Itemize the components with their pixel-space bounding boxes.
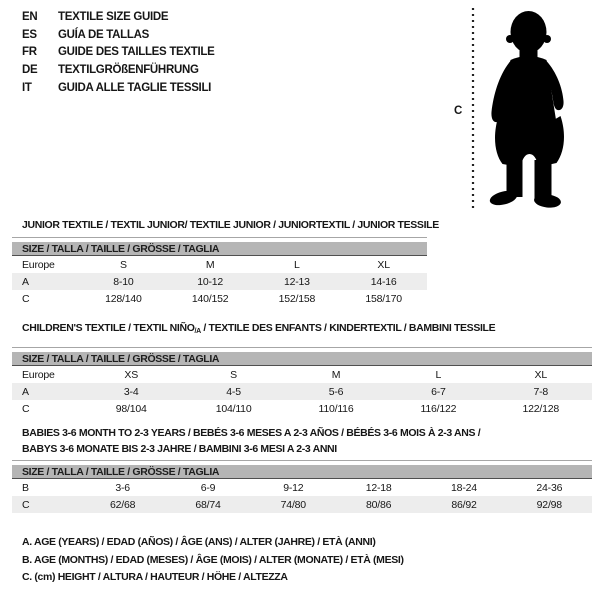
table-header-bar: SIZE / TALLA / TAILLE / GRÖSSE / TAGLIA: [12, 352, 592, 366]
size-cell: 128/140: [105, 292, 142, 305]
language-code: EN: [22, 10, 38, 23]
language-row: [22, 79, 215, 97]
size-table-babies: [12, 460, 592, 513]
section-title-babies: [22, 425, 480, 457]
measurement-legend: [22, 533, 404, 586]
table-row: [12, 479, 592, 496]
size-cell: 9-12: [283, 481, 304, 494]
size-cell: 74/80: [280, 498, 306, 511]
language-row: [22, 43, 215, 61]
title-text: / TEXTILE DES ENFANTS / KINDERTEXTIL / BAMBINI TESSILE: [200, 322, 496, 334]
size-cell: L: [294, 258, 300, 271]
size-cell: 86/92: [451, 498, 477, 511]
table-header-bar: SIZE / TALLA / TAILLE / GRÖSSE / TAGLIA: [12, 465, 592, 479]
size-cell: 104/110: [215, 402, 252, 415]
legend-line: A. AGE (YEARS) / EDAD (AÑOS) / ÂGE (ANS) / ALTER (JAHRE) / ETÀ (ANNI): [22, 535, 376, 548]
size-cell: S: [230, 368, 237, 381]
language-label: GUIDA ALLE TAGLIE TESSILI: [58, 81, 212, 94]
table-row: [12, 383, 592, 400]
size-cell: S: [119, 258, 127, 271]
language-list: [22, 8, 215, 96]
language-row: [22, 8, 215, 26]
section-title-junior: [22, 217, 439, 233]
size-cell: M: [205, 258, 215, 271]
language-code: FR: [22, 46, 37, 59]
title-text: JUNIOR TEXTILE / TEXTIL JUNIOR/ TEXTILE JUNIOR / JUNIORTEXTIL / JUNIOR TESSILE: [22, 219, 439, 231]
legend-line: C. (cm) HEIGHT / ALTURA / HAUTEUR / HÖHE / ALTEZZA: [22, 571, 288, 584]
size-cell: 12-13: [283, 275, 310, 288]
height-figure: [450, 6, 595, 212]
size-cell: 6-9: [200, 481, 216, 494]
size-cell: 10-12: [197, 275, 224, 288]
size-cell: 18-24: [451, 481, 477, 494]
language-code: IT: [22, 81, 32, 94]
size-cell: 68/74: [195, 498, 221, 511]
title-text: BABYS 3-6 MONATE BIS 2-3 JAHRE / BAMBINI 3-6 MESI A 2-3 ANNI: [22, 443, 337, 455]
size-cell: 3-4: [123, 385, 139, 398]
height-label-c: C: [454, 105, 463, 117]
size-cell: 92/98: [536, 498, 562, 511]
size-cell: 5-6: [328, 385, 344, 398]
title-text: CHILDREN'S TEXTILE / TEXTIL NIÑO: [22, 322, 195, 334]
language-row: [22, 61, 215, 79]
language-row: [22, 26, 215, 44]
size-cell: 140/152: [191, 292, 229, 305]
table-header-bar: SIZE / TALLA / TAILLE / GRÖSSE / TAGLIA: [12, 242, 427, 256]
language-label: TEXTILGRÖßENFÜHRUNG: [58, 63, 199, 76]
section-title-line: [22, 425, 480, 441]
row-label: A: [22, 275, 29, 288]
language-code: DE: [22, 63, 38, 76]
section-title-children: [22, 320, 495, 340]
size-cell: 158/170: [365, 292, 402, 305]
title-text: BABIES 3-6 MONTH TO 2-3 YEARS / BEBÉS 3-6 MESES A 2-3 AÑOS / BÉBÉS 3-6 MOIS À 2-3 ANS /: [22, 427, 481, 439]
size-table-junior: [12, 237, 427, 307]
table-body: [12, 479, 592, 513]
size-cell: 80/86: [366, 498, 392, 511]
legend-line: B. AGE (MONTHS) / EDAD (MESES) / ÂGE (MOIS) / ALTER (MONATE) / ETÀ (MESI): [22, 553, 404, 566]
language-code: ES: [22, 28, 37, 41]
language-label: GUIDE DES TAILLES TEXTILE: [58, 46, 215, 59]
row-label: B: [22, 481, 29, 494]
table-body: [12, 256, 427, 307]
section-title-line: [22, 441, 480, 457]
size-cell: 6-7: [431, 385, 446, 398]
size-cell: 122/128: [522, 402, 560, 415]
table-row: [12, 400, 592, 417]
table-row: [12, 290, 427, 307]
size-cell: 98/104: [115, 402, 147, 415]
size-cell: 8-10: [113, 275, 134, 288]
size-cell: XS: [124, 368, 138, 381]
size-cell: 3-6: [115, 481, 130, 494]
size-cell: M: [331, 368, 341, 381]
language-label: GUÍA DE TALLAS: [58, 28, 149, 41]
size-cell: 152/158: [278, 292, 316, 305]
table-row: [12, 256, 427, 273]
size-cell: L: [435, 368, 442, 381]
size-cell: 62/68: [110, 498, 136, 511]
size-cell: XL: [534, 368, 547, 381]
size-cell: 24-36: [536, 481, 563, 494]
language-label: TEXTILE SIZE GUIDE: [58, 10, 169, 23]
section-title-line: [22, 320, 495, 340]
table-row: [12, 273, 427, 290]
size-cell: 14-16: [370, 275, 397, 288]
row-label: C: [22, 292, 30, 305]
size-cell: 12-18: [365, 481, 392, 494]
size-cell: 110/116: [318, 402, 354, 415]
table-body: [12, 366, 592, 417]
size-table-children: [12, 347, 592, 417]
size-cell: 7-8: [533, 385, 549, 398]
row-label: C: [22, 402, 30, 415]
section-title-line: [22, 217, 439, 233]
title-subscript: /A: [194, 328, 201, 335]
table-row: [12, 366, 592, 383]
row-label: Europe: [22, 368, 55, 381]
row-label: C: [22, 498, 30, 511]
baby-silhouette-icon: [484, 8, 579, 210]
table-row: [12, 496, 592, 513]
row-label: Europe: [22, 258, 55, 271]
size-cell: 116/122: [420, 402, 457, 415]
row-label: A: [22, 385, 29, 398]
size-cell: XL: [377, 258, 390, 271]
dashed-height-line: [471, 8, 475, 210]
size-cell: 4-5: [226, 385, 241, 398]
